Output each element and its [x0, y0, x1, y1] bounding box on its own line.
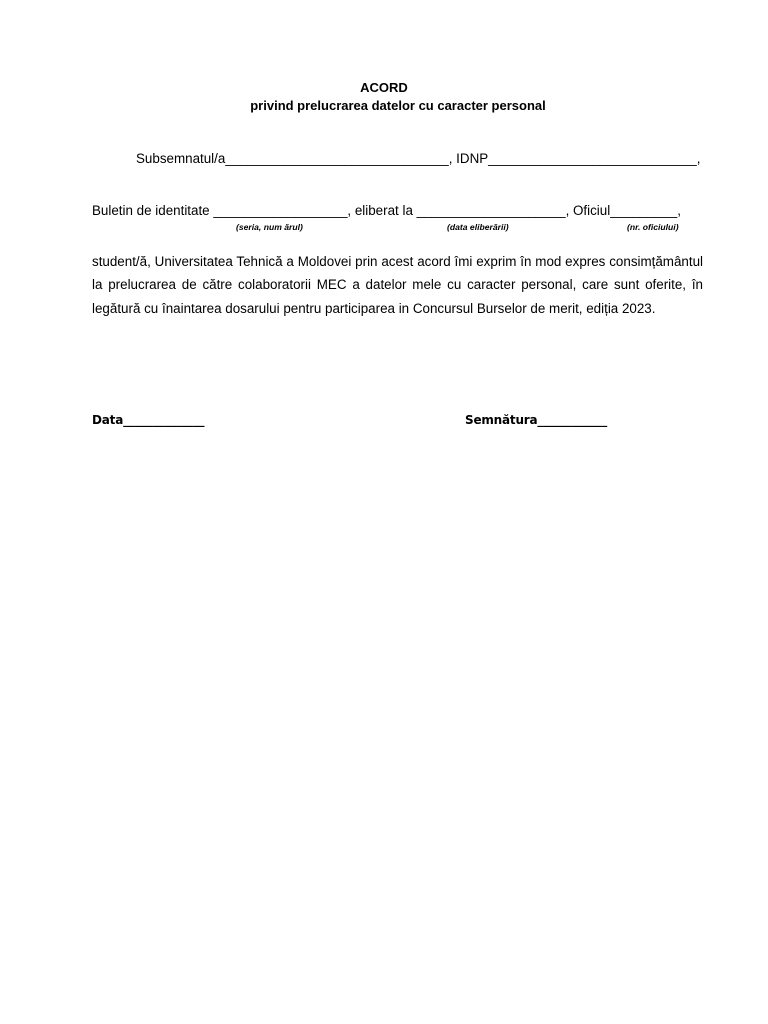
office-number-hint: (nr. oficiului) [627, 222, 679, 232]
document-title: ACORD [360, 80, 408, 95]
consent-paragraph: student/ă, Universitatea Tehnică a Moldovei prin acest acord îmi exprim în mod expres consimțământul la prelucrarea de către colaboratorii MEC a datelor mele cu caracter personal, care sunt oferite, în legătură cu înaintarea dosarului pentru participarea in Concursul Burselor de merit, ediția 2023. [92, 254, 703, 316]
signature-field-label: Semnătura____________ [465, 413, 608, 427]
document-subtitle: privind prelucrarea datelor cu caracter personal [250, 98, 546, 113]
date-field-label: Data______________ [92, 413, 205, 427]
identity-card-line: Buletin de identitate __________________, eliberat la ____________________, Oficiul_________, [92, 203, 681, 218]
series-number-hint: (seria, num ărul) [236, 222, 303, 232]
issue-date-hint: (data eliberării) [447, 222, 509, 232]
name-idnp-line: Subsemnatul/a______________________________, IDNP____________________________, [136, 151, 701, 166]
